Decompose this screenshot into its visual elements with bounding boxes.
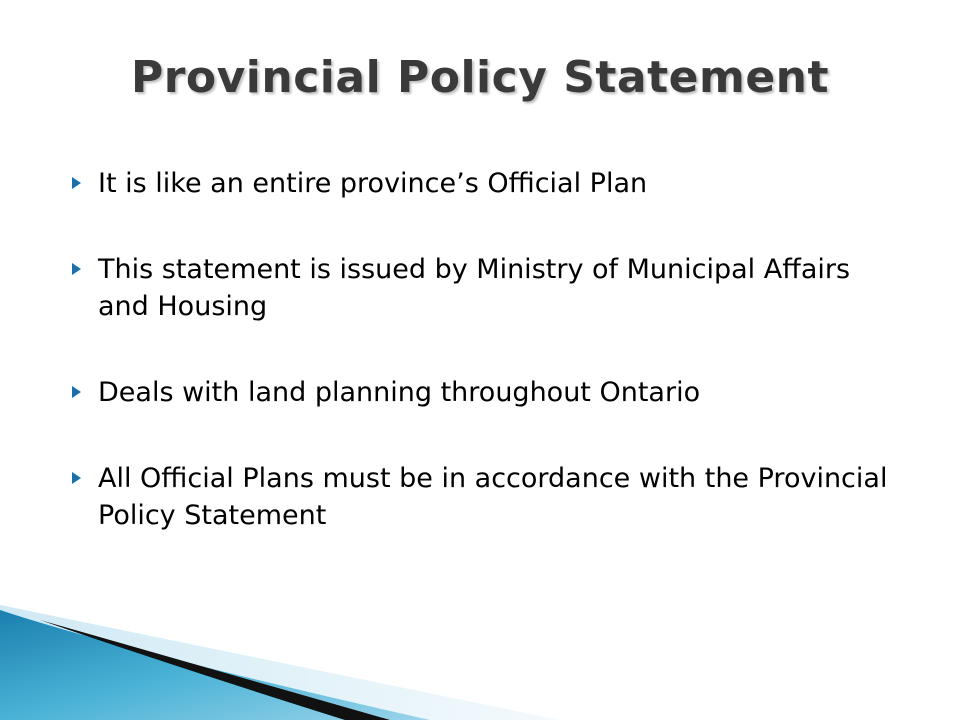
bullet-item [70, 460, 900, 534]
bullet-item [70, 374, 900, 411]
bullet-text: All Official Plans must be in accordance with the Provincial Policy Statement [98, 463, 888, 531]
triangle-right-icon [72, 386, 81, 398]
corner-swoosh-decoration [0, 590, 960, 720]
bullet-text: It is like an entire province’s Official Plan [98, 168, 648, 199]
bullet-list [70, 165, 900, 583]
bullet-item [70, 165, 900, 202]
triangle-right-icon [72, 177, 81, 189]
slide-title: Provincial Policy Statement [130, 52, 830, 103]
bullet-text: Deals with land planning throughout Ontario [98, 377, 701, 408]
bullet-item [70, 251, 900, 325]
bullet-text: This statement is issued by Ministry of Municipal Affairs and Housing [98, 254, 851, 322]
triangle-right-icon [72, 263, 81, 275]
triangle-right-icon [72, 472, 81, 484]
